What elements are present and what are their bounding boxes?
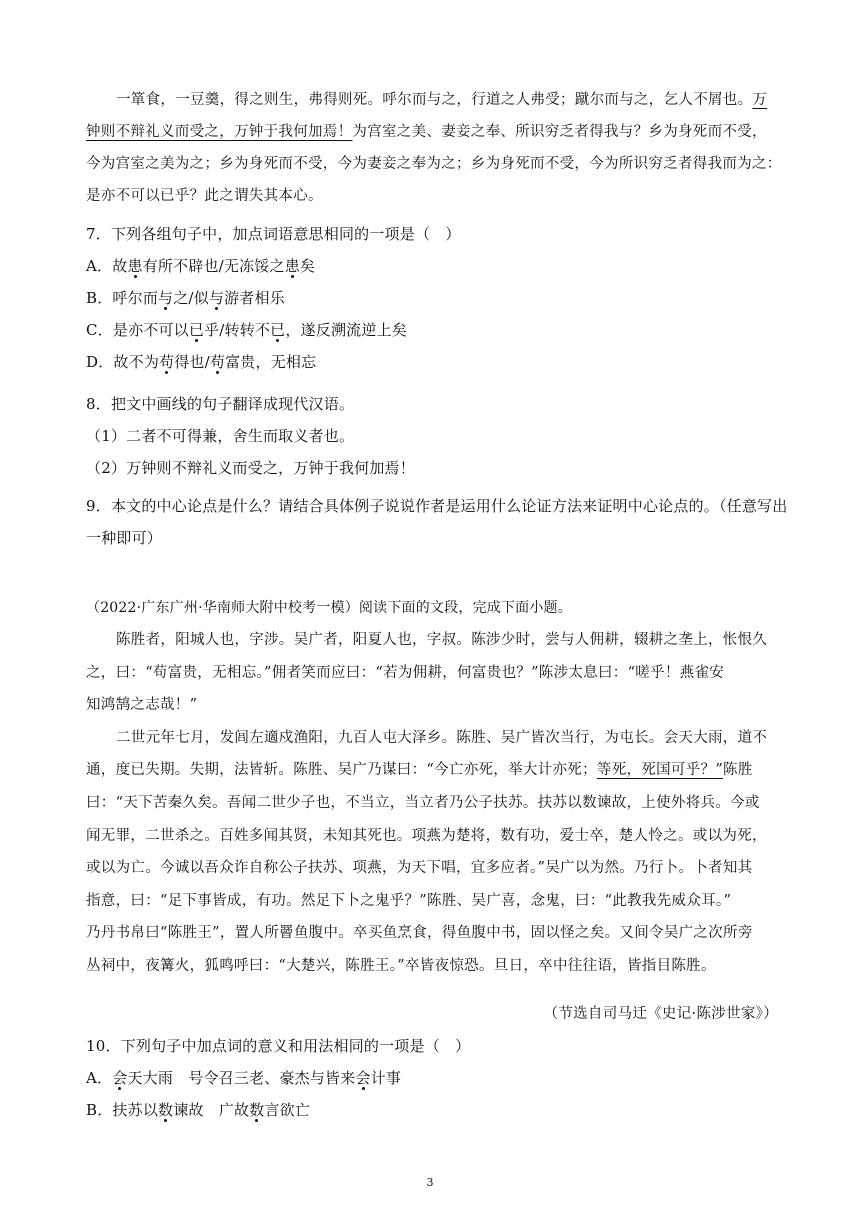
question-stem: 7．下列各组句子中，加点词语意思相同的一项是（ ）	[86, 225, 461, 243]
dotted-word: 已	[188, 321, 205, 339]
passage-line: 指意，曰：“足下事皆成，有功。然足下卜之鬼乎？”陈胜、吴广喜，念鬼，曰：“此教我先威众耳。”	[86, 892, 732, 909]
passage-line: 丛祠中，夜篝火，狐鸣呼曰：“大楚兴，陈胜王。”卒皆夜惊恐。旦日，卒中往往语，皆指目陈胜。	[86, 957, 716, 974]
question-stem: 9．本文的中心论点是什么？请结合具体例子说说作者是运用什么论证方法来证明中心论点的。（任意写出	[86, 497, 788, 515]
dotted-word: 苟	[209, 353, 226, 371]
question-stem: 8．把文中画线的句子翻译成现代汉语。	[86, 395, 355, 413]
dotted-word: 患	[284, 257, 300, 275]
passage-line: 是亦不可以已乎？此之谓失其本心。	[86, 188, 323, 204]
reading-intro	[86, 592, 778, 624]
underlined-sentence: 钟则不辩礼义而受之，万钟于我何加焉！	[86, 124, 353, 140]
option-c: C．是亦不可以已乎/转转不已，遂反溯流逆上矣	[86, 321, 407, 339]
passage-line: 今为宫室之美为之；乡为身死而不受，今为妻妾之奉为之；乡为身死而不受，今为所识穷乏者得我而为之：	[86, 156, 782, 172]
passage-line: 闻无罪，二世杀之。百姓多闻其贤，未知其死也。项燕为楚将，数有功，爱士卒，楚人怜之。或以为死，	[86, 827, 767, 844]
passage-line: 曰：“天下苦秦久矣。吾闻二世少子也，不当立，当立者乃公子扶苏。扶苏以数谏故，上使外将兵。今或	[86, 794, 760, 811]
passage-line: 之，曰：“苟富贵，无相忘。”佣者笑而应曰：“若为佣耕，何富贵也？”陈涉太息曰：“嗟乎！燕雀安	[86, 664, 725, 681]
option-b: B．扶苏以数谏故 广故数言欲亡	[86, 1101, 311, 1119]
dotted-word: 苟	[159, 353, 175, 371]
passage-line: 二世元年七月，发闾左適戍渔阳，九百人屯大泽乡。陈胜、吴广皆次当行，为屯长。会天大雨，道不	[116, 729, 768, 746]
dotted-word: 患	[127, 257, 143, 275]
dotted-word: 会	[112, 1069, 128, 1087]
option-a: A．会天大雨 号令召三老、豪杰与皆来会计事	[86, 1069, 402, 1087]
dotted-word: 与	[158, 289, 174, 307]
option-d: D．故不为苟得也/苟富贵，无相忘	[86, 353, 317, 371]
source-citation: （节选自司马迁《史记·陈涉世家》）	[543, 1006, 778, 1022]
passage-text: 为宫室之美、妻妾之奉、所识穷乏者得我与？乡为身死而不受，	[352, 124, 767, 140]
question-7	[86, 218, 778, 378]
dotted-word: 已	[270, 321, 286, 339]
underlined-sentence: 万	[752, 92, 768, 108]
option-a: A．故患有所不辟也/无冻馁之患矣	[86, 257, 316, 275]
passage-line: 或以为亡。今诚以吾众诈自称公子扶苏、项燕，为天下唱，宜多应者。”吴广以为然。乃行卜。卜者知其	[86, 860, 753, 877]
passage-mencius-cont	[86, 116, 782, 212]
sub-question: （1）二者不可得兼，舍生而取义者也。	[86, 427, 355, 445]
underlined-sentence: 等死，死国可乎？”	[596, 762, 724, 779]
passage-line	[86, 116, 778, 148]
passage-mencius	[86, 84, 778, 116]
dotted-word: 数	[158, 1101, 174, 1119]
question-10	[86, 1030, 778, 1126]
passage-line: 陈胜者，阳城人也，字涉。吴广者，阳夏人也，字叔。陈涉少时，尝与人佣耕，辍耕之垄上，怅恨久	[116, 632, 768, 648]
question-8	[86, 388, 778, 484]
dotted-word: 与	[208, 289, 225, 307]
question-stem: 10．下列句子中加点词的意义和用法相同的一项是（ ）	[86, 1037, 471, 1055]
passage-line: 通，度已失期。失期，法皆斩。陈胜、吴广乃谋曰：“今亡亦死，举大计亦死；等死，死国可乎？”陈胜	[86, 762, 753, 779]
passage-chen-she	[86, 624, 778, 983]
intro-text: （2022·广东广州·华南师大附中校考一模）阅读下面的文段，完成下面小题。	[86, 600, 572, 616]
dotted-word: 数	[249, 1101, 265, 1119]
question-stem-cont: 一种即可）	[86, 529, 163, 547]
option-b: B．呼尔而与之/似与游者相乐	[86, 289, 285, 307]
passage-line: 知鸿鹄之志哉！”	[86, 697, 198, 714]
passage-source	[86, 998, 778, 1030]
sub-question: （2）万钟则不辩礼义而受之，万钟于我何加焉！	[86, 459, 415, 477]
passage-line	[86, 84, 778, 116]
page-number: 3	[426, 1176, 434, 1189]
passage-text: 一箪食，一豆羹，得之则生，弗得则死。呼尔而与之，行道之人弗受；蹴尔而与之，乞人不屑也。	[116, 92, 753, 108]
passage-line: 乃丹书帛曰“陈胜王”，置人所罾鱼腹中。卒买鱼烹食，得鱼腹中书，固以怪之矣。又间令吴广之次所旁	[86, 925, 753, 942]
dotted-word: 会	[355, 1069, 371, 1087]
question-9	[86, 490, 788, 554]
